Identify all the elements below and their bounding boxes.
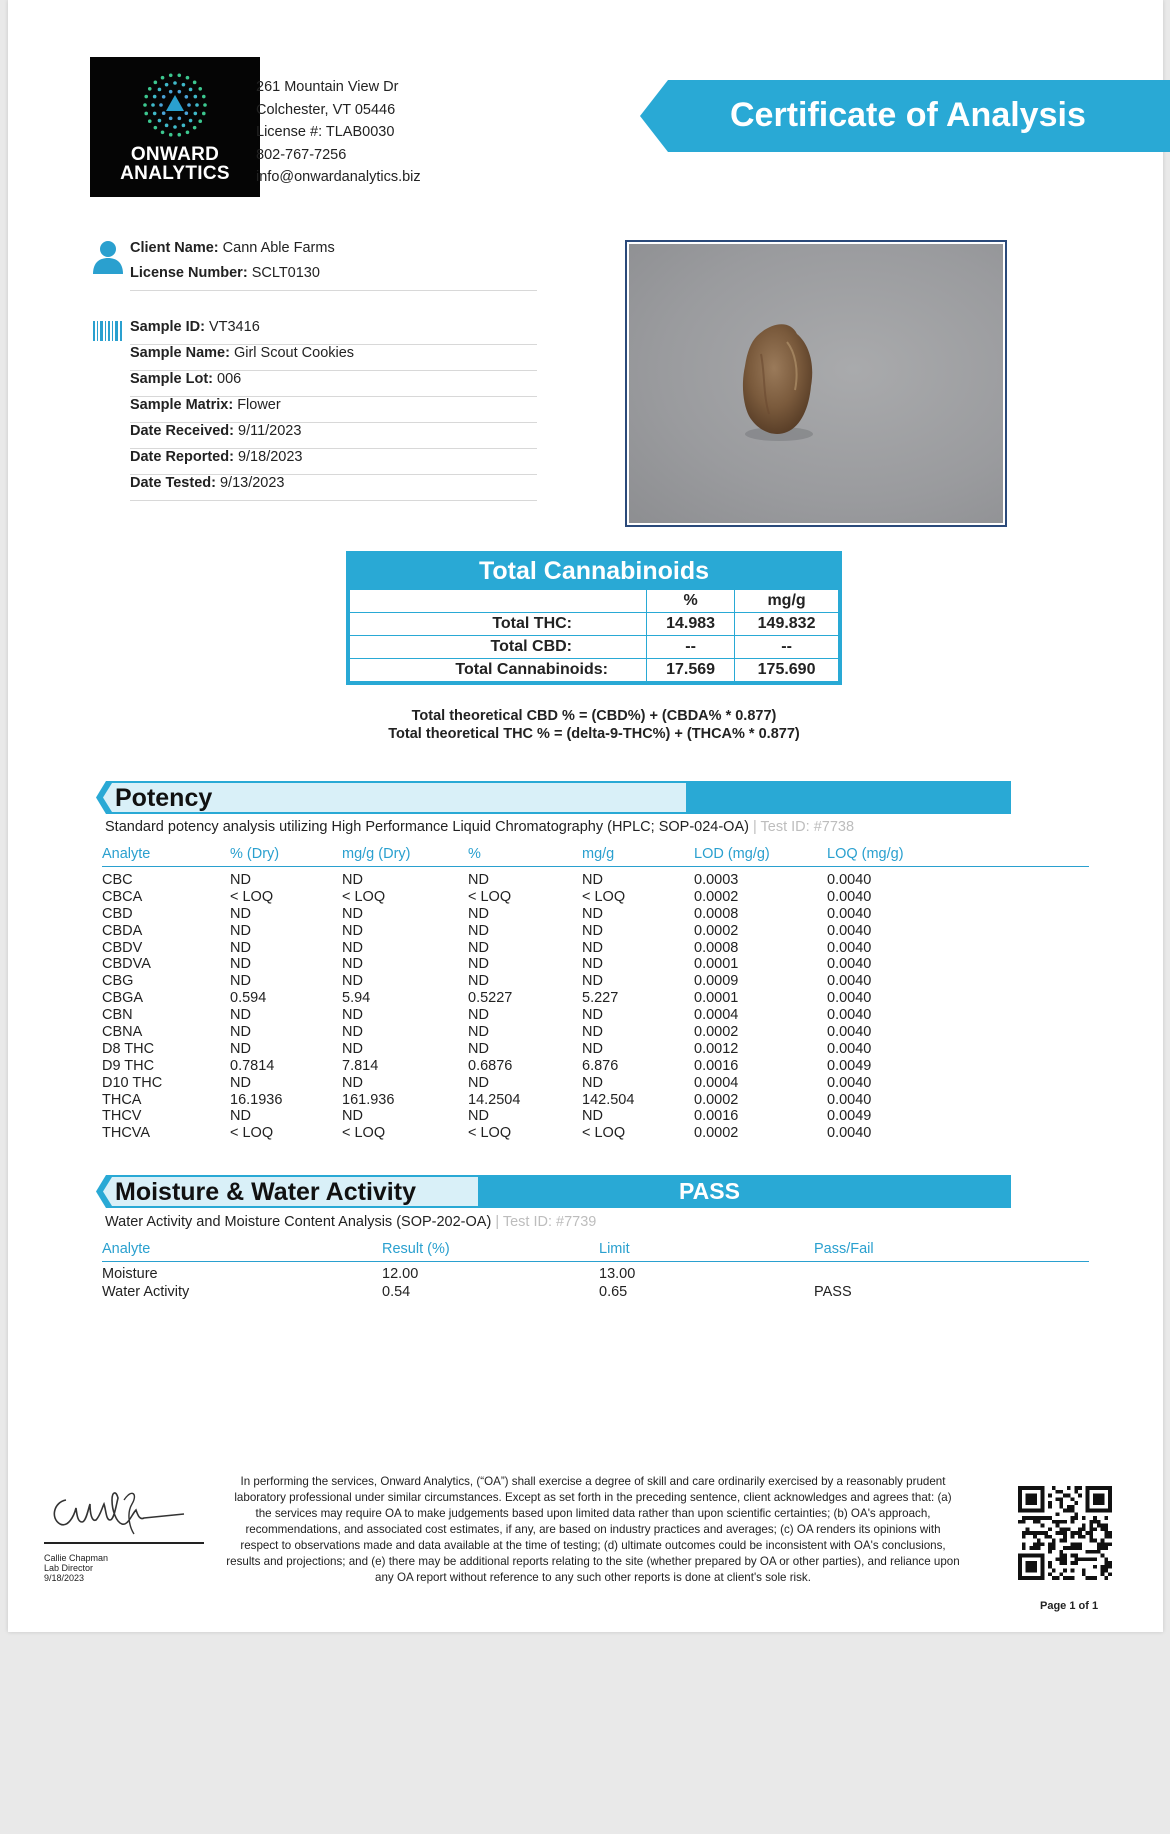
potency-cell: < LOQ	[230, 888, 274, 905]
totals-row: Total CBD: -- --	[350, 636, 839, 659]
potency-cell: 142.504	[582, 1091, 635, 1108]
page-number: Page 1 of 1	[1040, 1600, 1099, 1612]
client-license-row: License Number: SCLT0130	[130, 265, 537, 291]
sample-row: Sample Name: Girl Scout Cookies	[130, 345, 537, 371]
potency-cell: 0.0040	[827, 1074, 872, 1091]
sample-row: Date Tested: 9/13/2023	[130, 475, 537, 501]
potency-cell: THCV	[102, 1108, 142, 1125]
potency-cell: ND	[230, 973, 251, 990]
potency-cell: < LOQ	[582, 1125, 626, 1142]
potency-cell: 0.0040	[827, 1040, 872, 1057]
potency-cell: CBDV	[102, 939, 143, 956]
potency-cell: 0.0040	[827, 872, 872, 888]
potency-cell: 0.0004	[694, 1007, 739, 1024]
potency-cell: ND	[342, 1040, 363, 1057]
potency-cell: 0.0003	[694, 872, 739, 888]
potency-cell: ND	[230, 1007, 251, 1024]
potency-cell: 0.0040	[827, 888, 872, 905]
moisture-cell: 13.00	[599, 1266, 636, 1282]
address-line: 261 Mountain View Dr	[256, 79, 399, 95]
potency-row	[102, 906, 1089, 923]
signature-line	[44, 1542, 204, 1544]
totals-row: Total Cannabinoids: 17.569 175.690	[350, 659, 839, 682]
potency-row	[102, 872, 1089, 889]
potency-cell: 0.0049	[827, 1108, 872, 1125]
potency-cell: CBGA	[102, 990, 144, 1007]
flower-bud-image	[629, 244, 1003, 523]
potency-row	[102, 940, 1089, 957]
onward-analytics-logo	[90, 57, 260, 197]
address-line: License #: TLAB0030	[256, 124, 395, 140]
potency-cell: ND	[230, 1074, 251, 1091]
potency-cell: ND	[342, 973, 363, 990]
signer-name: Callie Chapman	[44, 1553, 109, 1563]
potency-cell: 0.0002	[694, 1125, 739, 1142]
client-name-row: Client Name: Cann Able Farms	[130, 240, 335, 256]
potency-cell: 14.2504	[468, 1091, 521, 1108]
moisture-header-cell: Analyte	[102, 1241, 151, 1257]
potency-header-cell: LOQ (mg/g)	[827, 846, 904, 862]
potency-table	[102, 846, 1089, 1142]
potency-cell: THCA	[102, 1091, 142, 1108]
moisture-table	[102, 1241, 1089, 1300]
potency-cell: 16.1936	[230, 1091, 283, 1108]
potency-row	[102, 1058, 1089, 1075]
potency-cell: < LOQ	[582, 888, 626, 905]
moisture-cell: PASS	[814, 1283, 852, 1300]
potency-cell: ND	[468, 1007, 489, 1024]
sample-row: Sample ID: VT3416	[130, 319, 537, 345]
potency-cell: 0.0040	[827, 1007, 872, 1024]
potency-cell: ND	[342, 922, 363, 939]
moisture-cell: 0.65	[599, 1283, 628, 1300]
coa-title: Certificate of Analysis	[730, 96, 1086, 134]
potency-cell: ND	[582, 1040, 603, 1057]
potency-cell: ND	[230, 1024, 251, 1041]
potency-cell: ND	[230, 872, 251, 888]
potency-cell: 6.876	[582, 1057, 619, 1074]
potency-row	[102, 973, 1089, 990]
certificate-page	[8, 0, 1163, 1632]
sample-row: Sample Lot: 006	[130, 371, 537, 397]
potency-row	[102, 1092, 1089, 1109]
potency-cell: CBN	[102, 1007, 133, 1024]
potency-subtitle: Standard potency analysis utilizing High Performance Liquid Chromatography (HPLC; SOP-024-OA) | Test ID: #7738	[105, 819, 855, 835]
potency-cell: D8 THC	[102, 1040, 155, 1057]
totals-col-mg: mg/g	[735, 590, 839, 613]
potency-cell: 7.814	[342, 1057, 379, 1074]
potency-cell: ND	[468, 939, 489, 956]
potency-cell: 5.227	[582, 990, 619, 1007]
potency-cell: ND	[582, 1024, 603, 1041]
potency-cell: ND	[230, 1108, 251, 1125]
sample-row: Sample Matrix: Flower	[130, 397, 537, 423]
potency-cell: ND	[582, 1074, 603, 1091]
coa-banner	[640, 80, 1170, 152]
potency-cell: < LOQ	[468, 888, 512, 905]
potency-cell: ND	[342, 905, 363, 922]
moisture-section-header	[96, 1175, 1011, 1208]
potency-cell: ND	[582, 956, 603, 973]
potency-cell: 0.0016	[694, 1057, 739, 1074]
logo-dots-icon	[137, 71, 213, 141]
potency-cell: ND	[468, 872, 489, 888]
potency-cell: 0.0012	[694, 1040, 739, 1057]
potency-cell: 0.0040	[827, 956, 872, 973]
potency-cell: ND	[342, 1108, 363, 1125]
potency-cell: 0.0001	[694, 990, 739, 1007]
potency-cell: ND	[582, 973, 603, 990]
user-icon	[92, 240, 128, 276]
moisture-title: Moisture & Water Activity	[115, 1178, 416, 1206]
potency-row	[102, 923, 1089, 940]
moisture-header-row	[102, 1241, 1089, 1262]
thc-formula: Total theoretical THC % = (delta-9-THC%) + (THCA% * 0.877)	[388, 726, 800, 742]
signer-title: Lab Director	[44, 1563, 94, 1573]
potency-cell: ND	[582, 922, 603, 939]
moisture-cell: Moisture	[102, 1266, 158, 1282]
potency-cell: 0.0040	[827, 1091, 872, 1108]
potency-cell: 5.94	[342, 990, 371, 1007]
potency-row	[102, 956, 1089, 973]
potency-cell: ND	[342, 956, 363, 973]
potency-rows	[102, 867, 1089, 1142]
potency-cell: 0.0002	[694, 1024, 739, 1041]
moisture-cell: Water Activity	[102, 1283, 190, 1300]
potency-cell: 0.5227	[468, 990, 513, 1007]
potency-cell: < LOQ	[230, 1125, 274, 1142]
moisture-header-cell: Pass/Fail	[814, 1241, 874, 1257]
potency-row	[102, 1024, 1089, 1041]
potency-cell: ND	[468, 956, 489, 973]
potency-cell: CBCA	[102, 888, 143, 905]
barcode-icon	[92, 319, 126, 343]
potency-cell: 0.0001	[694, 956, 739, 973]
potency-cell: 0.0016	[694, 1108, 739, 1125]
potency-cell: 0.0040	[827, 973, 872, 990]
potency-cell: D10 THC	[102, 1074, 163, 1091]
potency-cell: ND	[468, 973, 489, 990]
disclaimer-text: In performing the services, Onward Analytics, (“OA”) shall exercise a degree of skill and care ordinarily exercised by a reasonably prudent laboratory professional under similar circumstances. Except as set forth in the preceding sentence, client acknowledges and agrees that: (a) the services may require OA to make judgements based upon limited data rather than upon scientific certainties; (b) OA's approach, recommendations, and associated cost estimates, if any, are based on industry practices and averages; (c) OA renders its opinions with respect to observations made and data available at the time of testing; (d) ultimate outcomes could be inconsistent with OA's conclusions, results and projections; and (e) there may be additional reports relating to the site (whether prepared by OA or other parties), and reliance upon any OA report without reference to any such other reports is done at client's sole risk.	[226, 1475, 960, 1584]
cbd-formula: Total theoretical CBD % = (CBD%) + (CBDA% * 0.877)	[411, 708, 777, 724]
moisture-subtitle: Water Activity and Moisture Content Analysis (SOP-202-OA) | Test ID: #7739	[105, 1214, 597, 1230]
potency-cell: ND	[230, 922, 251, 939]
potency-header-cell: LOD (mg/g)	[694, 846, 770, 862]
potency-cell: 0.0040	[827, 1125, 872, 1142]
potency-header-cell: % (Dry)	[230, 846, 280, 862]
moisture-header-cell: Result (%)	[382, 1241, 450, 1257]
moisture-cell: 12.00	[382, 1266, 419, 1282]
potency-cell: ND	[468, 1074, 489, 1091]
potency-cell: ND	[582, 905, 603, 922]
signer-info	[44, 1553, 108, 1583]
sample-row: Date Received: 9/11/2023	[130, 423, 537, 449]
moisture-rows	[102, 1262, 1089, 1300]
potency-cell: CBDA	[102, 922, 143, 939]
potency-cell: ND	[342, 939, 363, 956]
potency-cell: CBDVA	[102, 956, 151, 973]
potency-row	[102, 1125, 1089, 1142]
potency-cell: 0.0040	[827, 990, 872, 1007]
potency-row	[102, 1075, 1089, 1092]
potency-cell: ND	[230, 956, 251, 973]
potency-cell: 0.7814	[230, 1057, 275, 1074]
totals-title: Total Cannabinoids	[349, 554, 839, 589]
potency-header-cell: %	[468, 846, 481, 862]
address-line: Colchester, VT 05446	[256, 101, 396, 118]
totals-row: Total THC: 14.983 149.832	[350, 613, 839, 636]
moisture-test-id: | Test ID: #7739	[495, 1214, 597, 1230]
potency-cell: ND	[582, 1007, 603, 1024]
address-line: 802-767-7256	[256, 146, 347, 163]
potency-row	[102, 1007, 1089, 1024]
potency-cell: ND	[582, 939, 603, 956]
moisture-status: PASS	[679, 1178, 740, 1204]
potency-cell: ND	[230, 1040, 251, 1057]
potency-header-cell: Analyte	[102, 846, 151, 862]
potency-cell: < LOQ	[342, 888, 386, 905]
potency-row	[102, 990, 1089, 1007]
potency-header-row	[102, 846, 1089, 867]
potency-section-header	[96, 781, 1011, 814]
signer-date: 9/18/2023	[44, 1573, 85, 1583]
address-line: info@onwardanalytics.biz	[256, 169, 421, 185]
potency-title: Potency	[115, 784, 213, 812]
potency-cell: 0.0008	[694, 905, 739, 922]
potency-cell: ND	[468, 1108, 489, 1125]
potency-cell: 0.0040	[827, 1024, 872, 1041]
potency-row	[102, 1108, 1089, 1125]
logo-line2: ANALYTICS	[120, 163, 230, 184]
potency-cell: 0.6876	[468, 1057, 513, 1074]
potency-cell: < LOQ	[342, 1125, 386, 1142]
potency-cell: 0.0002	[694, 1091, 739, 1108]
potency-cell: ND	[230, 939, 251, 956]
potency-cell: ND	[468, 905, 489, 922]
potency-header-cell: mg/g	[582, 846, 615, 862]
potency-cell: THCVA	[102, 1125, 151, 1142]
potency-cell: ND	[468, 1040, 489, 1057]
potency-cell: ND	[582, 1108, 603, 1125]
potency-row	[102, 889, 1089, 906]
potency-test-id: | Test ID: #7738	[752, 819, 855, 835]
client-name: Cann Able Farms	[222, 240, 335, 256]
potency-cell: ND	[468, 1024, 489, 1041]
signature-image	[44, 1470, 194, 1540]
lab-address	[256, 76, 421, 189]
potency-cell: < LOQ	[468, 1125, 512, 1142]
potency-cell: 0.0009	[694, 973, 739, 990]
sample-row: Date Reported: 9/18/2023	[130, 449, 537, 475]
potency-cell: ND	[342, 1024, 363, 1041]
moisture-header-cell: Limit	[599, 1241, 630, 1257]
sample-photo	[625, 240, 1007, 527]
potency-cell: ND	[342, 872, 363, 888]
potency-cell: 0.0040	[827, 939, 872, 956]
totals-header-row	[350, 590, 839, 613]
potency-cell: CBG	[102, 973, 134, 990]
potency-cell: ND	[230, 905, 251, 922]
potency-cell: ND	[342, 1074, 363, 1091]
moisture-row	[102, 1283, 1089, 1301]
potency-cell: D9 THC	[102, 1057, 155, 1074]
potency-cell: CBNA	[102, 1024, 143, 1041]
potency-cell: ND	[342, 1007, 363, 1024]
total-cannabinoids-table	[346, 551, 842, 685]
moisture-cell: 0.54	[382, 1283, 411, 1300]
potency-cell: 0.594	[230, 990, 267, 1007]
qr-code-icon[interactable]	[1018, 1486, 1112, 1580]
potency-cell: 0.0008	[694, 939, 739, 956]
potency-cell: 0.0040	[827, 905, 872, 922]
potency-cell: CBC	[102, 872, 133, 888]
totals-col-pct: %	[647, 590, 735, 613]
potency-header-cell: mg/g (Dry)	[342, 846, 411, 862]
potency-cell: 0.0049	[827, 1057, 872, 1074]
potency-row	[102, 1041, 1089, 1058]
potency-cell: ND	[582, 872, 603, 888]
potency-cell: ND	[468, 922, 489, 939]
potency-cell: 0.0002	[694, 888, 739, 905]
moisture-row	[102, 1265, 1089, 1283]
potency-cell: 0.0004	[694, 1074, 739, 1091]
potency-cell: 0.0040	[827, 922, 872, 939]
potency-cell: CBD	[102, 905, 133, 922]
potency-cell: 0.0002	[694, 922, 739, 939]
logo-line1: ONWARD	[130, 144, 220, 165]
potency-cell: 161.936	[342, 1091, 395, 1108]
client-license: SCLT0130	[251, 265, 320, 281]
